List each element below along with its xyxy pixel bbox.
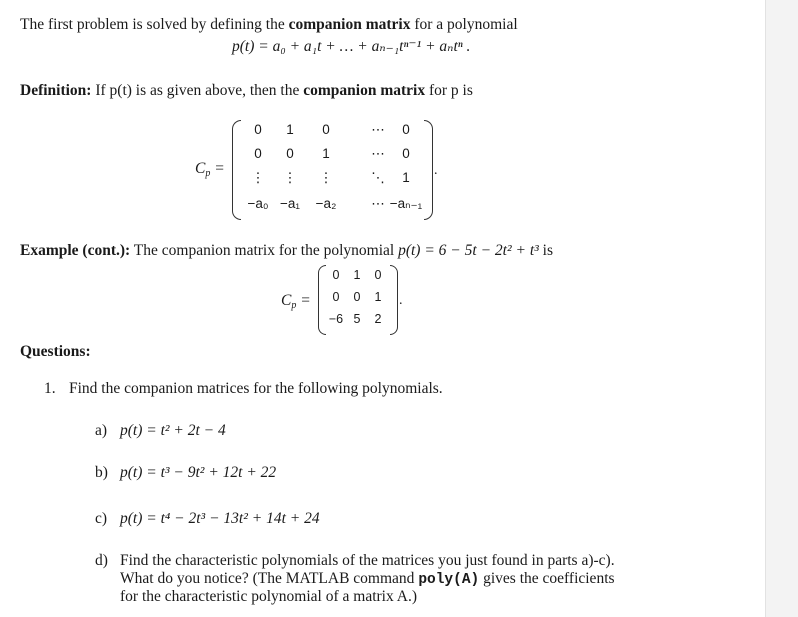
example-polynomial: p(t) = 6 − 5t − 2t² + t³ (398, 242, 539, 259)
example-matrix-cell: 0 (353, 290, 361, 304)
matrix-cell: −aₙ₋₁ (389, 196, 423, 211)
matrix-cell: 0 (254, 146, 262, 161)
question-1-text: Find the companion matrices for the following polynomials. (69, 380, 443, 397)
example-matrix-cell: 0 (374, 268, 382, 282)
example-lhs-symbol: C (281, 292, 292, 309)
item-a-polynomial: p(t) = t² + 2t − 4 (120, 422, 226, 439)
intro-bold-term: companion matrix (288, 16, 411, 33)
example-matrix-cell: 1 (374, 290, 382, 304)
item-c-label: c) (95, 510, 108, 527)
matrix-cell: −a₂ (315, 196, 337, 211)
item-b-label: b) (95, 464, 108, 481)
intro-line (20, 16, 518, 34)
item-c-polynomial: p(t) = t⁴ − 2t³ − 13t² + 14t + 24 (120, 510, 320, 527)
example-is-word: is (538, 242, 553, 259)
example-line (20, 242, 553, 260)
matrix-cell: ⋮ (251, 170, 265, 185)
definition-text: If p(t) is as given above, then the (91, 82, 304, 99)
matrix-cell: ⋯ (371, 122, 385, 137)
matrix-cell: 0 (322, 122, 330, 137)
matrix-period: . (434, 163, 438, 178)
item-d-label: d) (95, 552, 108, 569)
matrix-cell: ⋯ (371, 196, 385, 211)
example-label: Example (cont.): (20, 242, 131, 259)
definition-line (20, 82, 473, 100)
item-d-line-2 (120, 570, 615, 589)
item-d-line-2-text: What do you notice? (The MATLAB command (120, 570, 419, 587)
example-matrix-cell: 5 (353, 312, 361, 326)
matrix-cell: 0 (402, 122, 410, 137)
example-matrix-lhs: $C_p$ = (281, 292, 311, 311)
matrix-cell: 1 (322, 146, 330, 161)
matrix-cell: ⋮ (319, 170, 333, 185)
example-matrix-period: . (399, 293, 403, 308)
example-matrix-cell: 0 (332, 268, 340, 282)
definition-matrix-lhs: $C_p$ = (195, 160, 225, 179)
matrix-cell: 1 (402, 170, 410, 185)
lhs-subscript: p (205, 168, 211, 179)
matrix-cell: 1 (286, 122, 294, 137)
example-matrix-cell: −6 (328, 312, 344, 326)
example-text: The companion matrix for the polynomial (130, 242, 399, 259)
matlab-code: poly(A) (418, 572, 480, 588)
lhs-symbol: C (195, 160, 206, 177)
matrix-cell: 0 (254, 122, 262, 137)
example-matrix-right-bracket (390, 265, 398, 335)
right-sidebar (765, 0, 798, 617)
matrix-cell: 0 (286, 146, 294, 161)
example-matrix-left-bracket (318, 265, 326, 335)
definition-bold-term: companion matrix (303, 82, 426, 99)
matrix-cell: 0 (402, 146, 410, 161)
matrix-cell: ⋱ (371, 170, 385, 185)
definition-label: Definition: (20, 82, 92, 99)
item-d-line-1: Find the characteristic polynomials of the matrices you just found in parts a)-c). (120, 552, 615, 569)
intro-text-after: for a polynomial (410, 16, 518, 33)
example-matrix-cell: 1 (353, 268, 361, 282)
definition-text-after: for p is (425, 82, 473, 99)
matrix-cell: −a₁ (280, 196, 300, 211)
intro-text: The first problem is solved by defining the (20, 16, 289, 33)
item-b-polynomial: p(t) = t³ − 9t² + 12t + 22 (120, 464, 277, 481)
item-d-line-3: for the characteristic polynomial of a matrix A.) (120, 588, 417, 605)
question-1-number: 1. (44, 380, 56, 397)
matrix-cell: −a₀ (247, 196, 269, 211)
intro-polynomial: p(t) = a₀ + a₁t + … + aₙ₋₁tⁿ⁻¹ + aₙtⁿ . (232, 38, 471, 55)
example-matrix-cell: 2 (374, 312, 382, 326)
example-lhs-subscript: p (291, 300, 297, 311)
example-matrix-cell: 0 (332, 290, 340, 304)
item-a-label: a) (95, 422, 108, 439)
matrix-cell: ⋮ (283, 170, 297, 185)
item-d-line-2-text-after: gives the coefficients (479, 570, 615, 587)
matrix-cell: ⋯ (371, 146, 385, 161)
questions-heading: Questions: (20, 343, 91, 360)
